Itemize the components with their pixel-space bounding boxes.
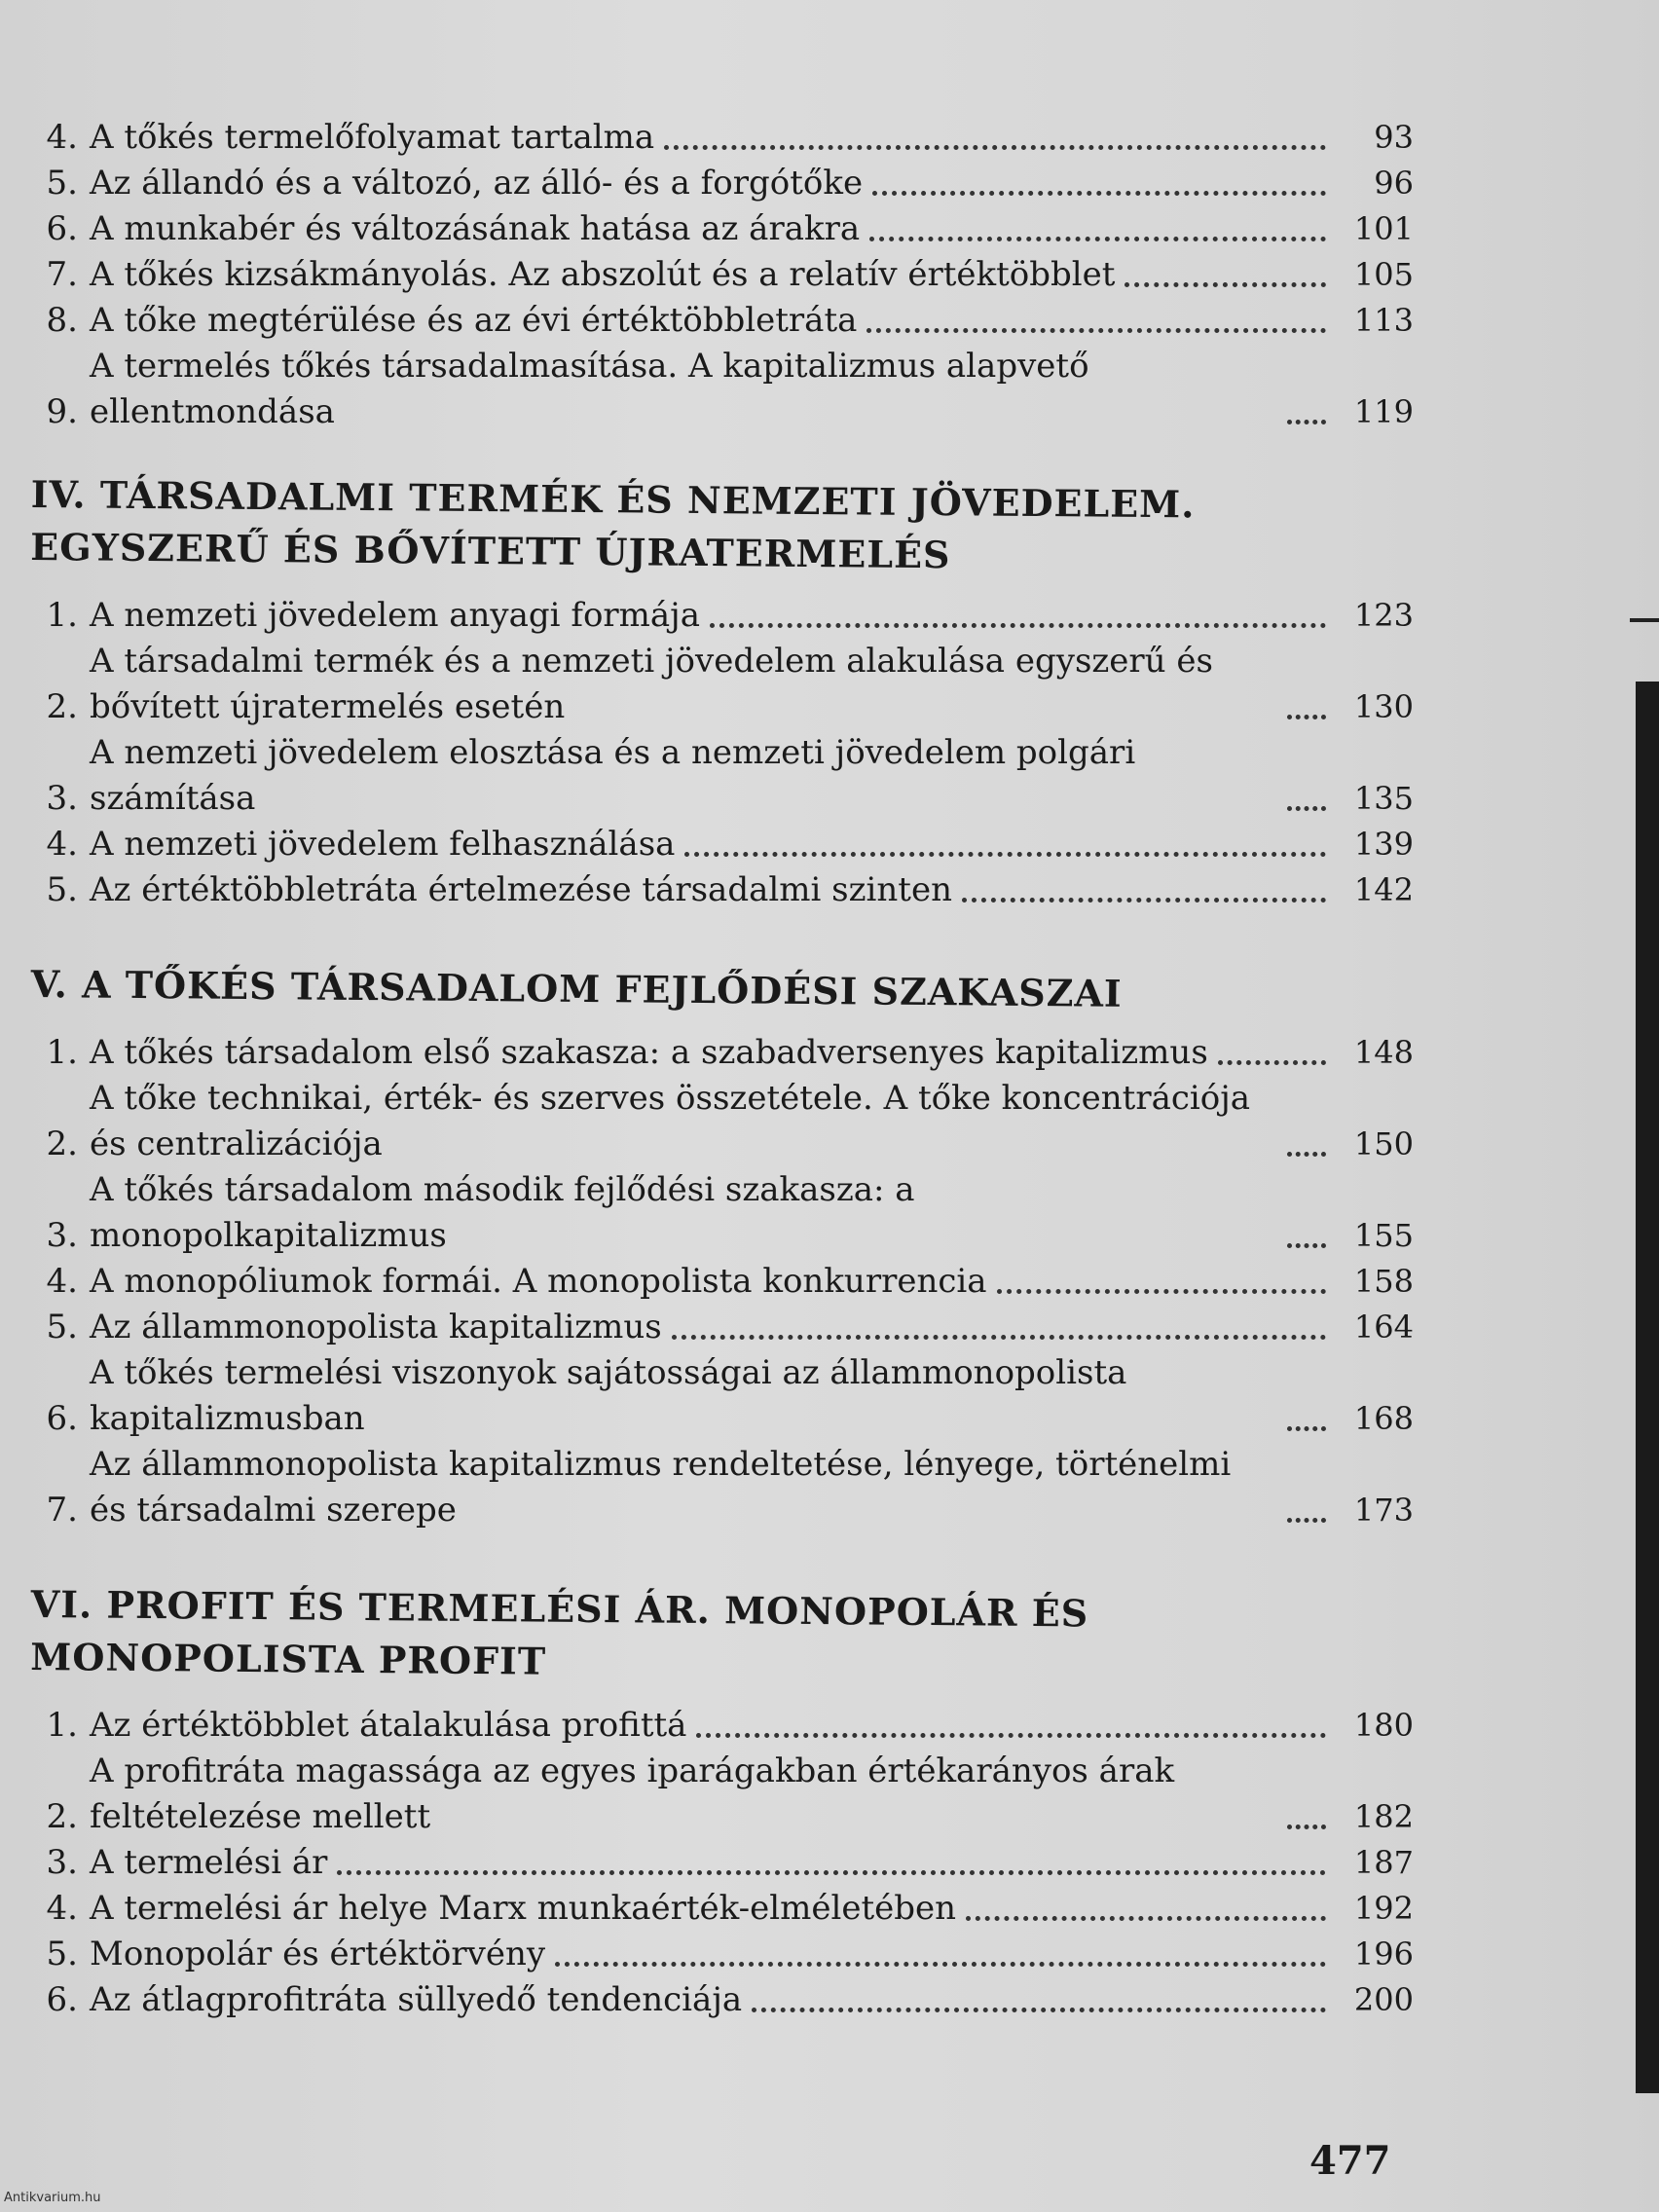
entry-page-number: 187 bbox=[1353, 1844, 1414, 1881]
dot-leader bbox=[1287, 1426, 1326, 1431]
entry-number: 1. bbox=[46, 596, 78, 635]
toc-entry bbox=[31, 161, 1414, 206]
dot-leader bbox=[1287, 1243, 1326, 1248]
entry-number: 4. bbox=[46, 118, 78, 157]
entry-title: A profitráta magassága az egyes iparágakban értékarányos árak feltételezése mellett bbox=[90, 1751, 1175, 1836]
toc-entry bbox=[31, 206, 1414, 252]
dot-leader bbox=[966, 1916, 1326, 1921]
dot-leader bbox=[555, 1962, 1326, 1967]
entry-title: A tőkés kizsákmányolás. Az abszolút és a relatív értéktöbblet bbox=[90, 255, 1116, 294]
toc-entry bbox=[31, 298, 1414, 344]
toc-entry bbox=[31, 1703, 1414, 1749]
section-heading: VI. PROFIT ÉS TERMELÉSI ÁR. MONOPOLÁR ÉS MONOPOLISTA PROFIT bbox=[30, 1581, 1089, 1683]
entry-page-number: 200 bbox=[1353, 1981, 1414, 2018]
toc-entry bbox=[31, 1167, 1414, 1259]
dot-leader bbox=[1287, 1152, 1326, 1157]
page-edge-shadow bbox=[1636, 682, 1659, 2093]
entry-title: Az átlagprofitráta süllyedő tendenciája bbox=[90, 1980, 743, 2019]
entry-page-number: 148 bbox=[1353, 1034, 1414, 1071]
entry-number: 3. bbox=[46, 779, 78, 818]
entry-page-number: 93 bbox=[1374, 119, 1414, 156]
toc-entry bbox=[31, 1749, 1414, 1840]
entry-number: 9. bbox=[46, 392, 78, 431]
entry-title: A nemzeti jövedelem anyagi formája bbox=[90, 596, 700, 635]
entry-number: 6. bbox=[46, 1980, 78, 2019]
entry-number: 2. bbox=[46, 1124, 78, 1163]
entry-number: 6. bbox=[46, 1399, 78, 1438]
entry-title: A társadalmi termék és a nemzeti jövedelem alakulása egyszerű és bővített újratermelés esetén bbox=[90, 642, 1213, 726]
toc-section-iv bbox=[31, 468, 1414, 913]
toc-entry bbox=[31, 1840, 1414, 1886]
entry-number: 8. bbox=[46, 301, 78, 340]
entry-page-number: 101 bbox=[1353, 210, 1414, 247]
entry-page-number: 192 bbox=[1353, 1890, 1414, 1927]
entry-page-number: 173 bbox=[1353, 1492, 1414, 1529]
toc-entry bbox=[31, 639, 1414, 730]
entry-title: A tőke megtérülése és az évi értéktöbbletráta bbox=[90, 301, 858, 340]
dot-leader bbox=[866, 328, 1326, 333]
entry-page-number: 142 bbox=[1353, 871, 1414, 908]
entry-page-number: 150 bbox=[1353, 1125, 1414, 1162]
entry-title: A monopóliumok formái. A monopolista konkurrencia bbox=[90, 1262, 987, 1301]
dot-leader bbox=[962, 898, 1326, 903]
toc-entry bbox=[31, 1350, 1414, 1442]
dot-leader bbox=[872, 191, 1326, 196]
toc-entry bbox=[31, 1030, 1414, 1076]
dot-leader bbox=[997, 1289, 1326, 1294]
entry-title: A tőkés termelési viszonyok sajátosságai az állammonopolista kapitalizmusban bbox=[90, 1353, 1127, 1438]
toc-section-v bbox=[31, 958, 1414, 1533]
section-heading: IV. TÁRSADALMI TERMÉK ÉS NEMZETI JÖVEDELEM. EGYSZERŰ ÉS BŐVÍTETT ÚJRATERMELÉS bbox=[30, 471, 1196, 577]
entry-title: Az értéktöbblet átalakulása profittá bbox=[90, 1706, 687, 1745]
dot-leader bbox=[664, 145, 1326, 150]
entry-number: 4. bbox=[46, 1262, 78, 1301]
entry-number: 4. bbox=[46, 825, 78, 864]
toc-entry bbox=[31, 1076, 1414, 1167]
entry-title: A nemzeti jövedelem elosztása és a nemzeti jövedelem polgári számítása bbox=[90, 733, 1136, 818]
entry-number: 1. bbox=[46, 1033, 78, 1072]
entry-title: A munkabér és változásának hatása az árakra bbox=[90, 209, 861, 248]
entry-title: Az állammonopolista kapitalizmus rendeltetése, lényege, történelmi és társadalmi szerepe bbox=[90, 1445, 1232, 1530]
entry-page-number: 139 bbox=[1353, 826, 1414, 863]
entry-number: 2. bbox=[46, 687, 78, 726]
dot-leader bbox=[1218, 1060, 1326, 1065]
entry-number: 6. bbox=[46, 209, 78, 248]
dot-leader bbox=[1287, 1518, 1326, 1523]
entry-number: 5. bbox=[46, 164, 78, 203]
entry-page-number: 196 bbox=[1353, 1936, 1414, 1972]
table-of-contents bbox=[31, 115, 1414, 2023]
entry-number: 3. bbox=[46, 1843, 78, 1882]
dot-leader bbox=[752, 2008, 1326, 2012]
entry-page-number: 105 bbox=[1353, 256, 1414, 293]
dot-leader bbox=[1287, 715, 1326, 719]
toc-entry bbox=[31, 593, 1414, 639]
entry-number: 5. bbox=[46, 870, 78, 909]
toc-section-continuation bbox=[31, 115, 1414, 435]
entry-title: A termelés tőkés társadalmasítása. A kapitalizmus alapvető ellentmondása bbox=[90, 347, 1089, 431]
dot-leader bbox=[672, 1335, 1326, 1340]
toc-entry bbox=[31, 1259, 1414, 1305]
toc-entry bbox=[31, 1886, 1414, 1932]
section-heading: V. A TŐKÉS TÁRSADALOM FEJLŐDÉSI SZAKASZAI bbox=[30, 961, 1123, 1015]
page-number: 477 bbox=[1309, 2138, 1391, 2184]
entry-page-number: 180 bbox=[1353, 1707, 1414, 1744]
entry-number: 5. bbox=[46, 1308, 78, 1346]
dot-leader bbox=[337, 1870, 1326, 1875]
dot-leader bbox=[684, 852, 1326, 857]
toc-entry bbox=[31, 115, 1414, 161]
entry-page-number: 155 bbox=[1353, 1217, 1414, 1254]
toc-entry bbox=[31, 822, 1414, 867]
toc-section-vi bbox=[31, 1578, 1414, 2023]
entry-title: A termelési ár helye Marx munkaérték-elméletében bbox=[90, 1889, 957, 1928]
toc-entry bbox=[31, 1932, 1414, 1977]
entry-title: A termelési ár bbox=[90, 1843, 328, 1882]
entry-page-number: 164 bbox=[1353, 1309, 1414, 1346]
entry-number: 7. bbox=[46, 1491, 78, 1530]
entry-page-number: 158 bbox=[1353, 1263, 1414, 1300]
toc-entry bbox=[31, 1442, 1414, 1533]
entry-title: A nemzeti jövedelem felhasználása bbox=[90, 825, 676, 864]
entry-page-number: 168 bbox=[1353, 1400, 1414, 1437]
entry-number: 4. bbox=[46, 1889, 78, 1928]
entry-page-number: 123 bbox=[1353, 597, 1414, 634]
dot-leader bbox=[696, 1733, 1326, 1738]
page-edge-mark bbox=[1630, 618, 1659, 622]
entry-title: Monopolár és értéktörvény bbox=[90, 1935, 546, 1973]
entry-number: 1. bbox=[46, 1706, 78, 1745]
entry-number: 2. bbox=[46, 1797, 78, 1836]
entry-title: Az értéktöbbletráta értelmezése társadalmi szinten bbox=[90, 870, 952, 909]
toc-entry bbox=[31, 252, 1414, 298]
entry-page-number: 113 bbox=[1353, 302, 1414, 339]
dot-leader bbox=[1287, 1825, 1326, 1829]
entry-number: 7. bbox=[46, 255, 78, 294]
entry-title: A tőkés társadalom első szakasza: a szabadversenyes kapitalizmus bbox=[90, 1033, 1208, 1072]
entry-title: A tőke technikai, érték- és szerves összetétele. A tőke koncentrációja és centralizációja bbox=[90, 1079, 1251, 1163]
entry-page-number: 130 bbox=[1353, 688, 1414, 725]
dot-leader bbox=[1124, 282, 1326, 287]
toc-entry bbox=[31, 730, 1414, 822]
entry-page-number: 135 bbox=[1353, 780, 1414, 817]
toc-entry bbox=[31, 1305, 1414, 1350]
entry-number: 3. bbox=[46, 1216, 78, 1255]
dot-leader bbox=[869, 237, 1326, 241]
entry-title: A tőkés társadalom második fejlődési szakasza: a monopolkapitalizmus bbox=[90, 1170, 915, 1255]
entry-page-number: 182 bbox=[1353, 1798, 1414, 1835]
dot-leader bbox=[1287, 806, 1326, 811]
watermark: Antikvarium.hu bbox=[4, 2191, 101, 2205]
toc-entry bbox=[31, 344, 1414, 435]
entry-page-number: 96 bbox=[1374, 165, 1414, 202]
entry-number: 5. bbox=[46, 1935, 78, 1973]
entry-title: Az állandó és a változó, az álló- és a forgótőke bbox=[90, 164, 864, 203]
dot-leader bbox=[710, 623, 1326, 628]
toc-entry bbox=[31, 1977, 1414, 2023]
entry-page-number: 119 bbox=[1353, 393, 1414, 430]
entry-title: Az állammonopolista kapitalizmus bbox=[90, 1308, 662, 1346]
dot-leader bbox=[1287, 420, 1326, 424]
toc-entry bbox=[31, 867, 1414, 913]
entry-title: A tőkés termelőfolyamat tartalma bbox=[90, 118, 655, 157]
